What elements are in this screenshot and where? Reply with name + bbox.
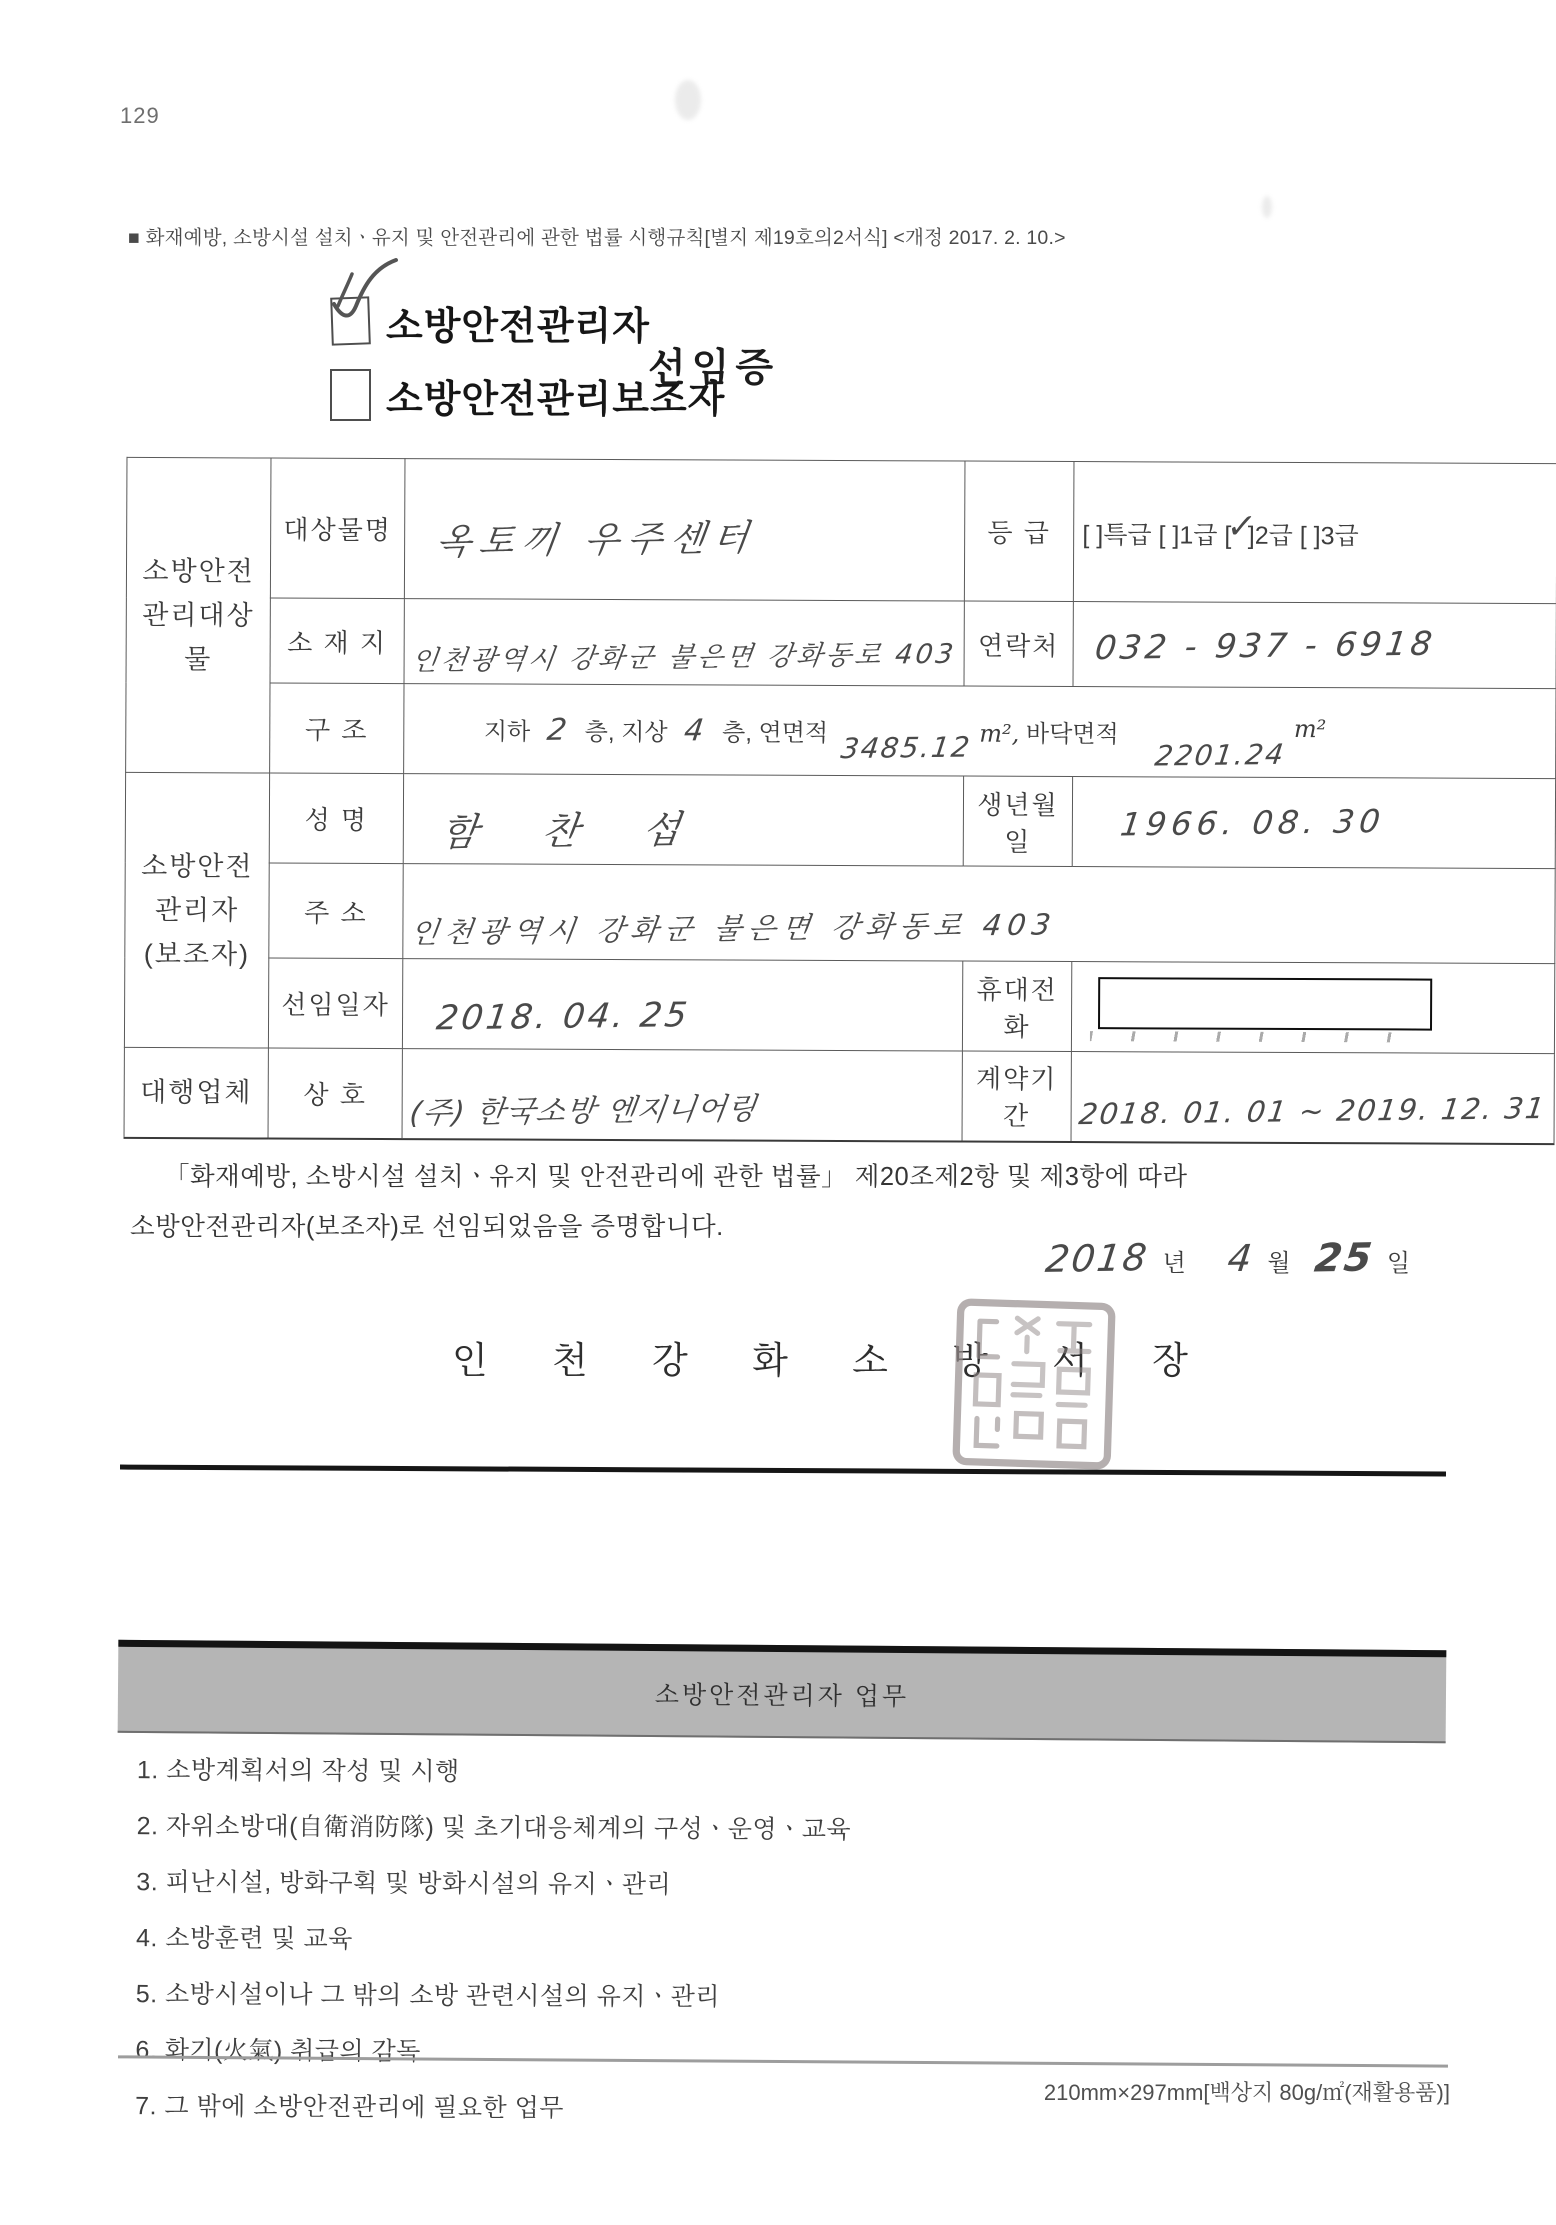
table-row (126, 682, 1556, 778)
issue-year: 2018 (1043, 1236, 1152, 1281)
statement-line-2: 소방안전관리자(보조자)로 선임되었음을 증명합니다. (130, 1213, 724, 1241)
day-suffix: 일 (1386, 1250, 1410, 1277)
manager-address-value: 인천광역시 강화군 불은면 강화동로 403 (402, 864, 1555, 964)
structure-label: 구 조 (270, 683, 404, 774)
duty-item: 6. 화기(火氣) 취급의 감독 (135, 2036, 421, 2066)
form-regulation-notice: ■ 화재예방, 소방시설 설치ㆍ유지 및 안전관리에 관한 법률 시행규칙[별지 제19호의2서식] <개정 2017. 2. 10.> (128, 227, 1066, 249)
table-row (125, 772, 1555, 868)
paper-spec-footnote: 210mm×297mm[백상지 80g/㎡(재활용품)] (1043, 2080, 1450, 2105)
checkbox-fire-safety-assistant (330, 369, 371, 421)
table-row (125, 862, 1555, 963)
appointment-date-label: 선임일자 (269, 958, 403, 1049)
contract-period-label: 계약기간 (962, 1051, 1072, 1141)
agency-group-cell: 대행업체 (124, 1047, 269, 1138)
appointment-date-value: 2018. 04. 25 (402, 959, 962, 1051)
duty-item: 1. 소방계획서의 작성 및 시행 (136, 1756, 460, 1786)
target-address-label: 소 재 지 (270, 598, 404, 684)
scan-smudge (1262, 196, 1272, 218)
duty-item: 7. 그 밖에 소방안전관리에 필요한 업무 (135, 2092, 565, 2123)
duty-item: 2. 자위소방대(自衛消防隊) 및 초기대응체계의 구성ㆍ운영ㆍ교육 (136, 1812, 852, 1844)
contact-value: 032 - 937 - 6918 (1073, 602, 1556, 689)
manager-name-value: 함 찬 섭 (403, 774, 963, 866)
issue-day: 25 (1311, 1235, 1376, 1282)
month-suffix: 월 (1267, 1250, 1291, 1277)
issue-month: 4 (1225, 1236, 1257, 1281)
duties-list (135, 1750, 851, 2146)
manager-name-label: 성 명 (269, 773, 403, 864)
duty-item: 3. 피난시설, 방화구획 및 방화시설의 유지ㆍ관리 (136, 1868, 672, 1899)
contract-period-value: 2018. 01. 01 ~ 2019. 12. 31 (1071, 1052, 1554, 1144)
grade-options: [ ]특급 [ ]1급 [✓]2급 [ ]3급 (1074, 462, 1556, 604)
redaction-box (1098, 977, 1432, 1030)
duty-item: 5. 소방시설이나 그 밖의 소방 관련시설의 유지ㆍ관리 (135, 1980, 721, 2012)
mobile-phone-label: 휴대전화 (962, 961, 1072, 1051)
duty-item: 4. 소방훈련 및 교육 (135, 1924, 353, 1954)
statement-line-1: 「화재예방, 소방시설 설치ㆍ유지 및 안전관리에 관한 법률」 제20조제2항 및 제3항에 따라 (164, 1163, 1188, 1191)
manager-group-cell: 소방안전 관리자 (보조자) (124, 772, 269, 1048)
company-name-label: 상 호 (268, 1048, 402, 1139)
grade-label: 등 급 (964, 461, 1074, 601)
target-address-value: 인천광역시 강화군 불은면 강화동로 403 (404, 599, 964, 686)
fire-safety-manager-label: 소방안전관리자 (386, 306, 650, 348)
grade-check-mark: ✓ (1224, 506, 1259, 547)
duties-header-bar (118, 1640, 1447, 1743)
fire-safety-assistant-label: 소방안전관리보조자 (386, 379, 726, 421)
company-name-value: (주) 한국소방 엔지니어링 (402, 1049, 962, 1141)
scan-smudge (675, 80, 701, 120)
birth-date-label: 생년월일 (963, 776, 1073, 866)
issuer-signature-line: 인 천 강 화 소 방 서 장 (452, 1340, 1215, 1381)
issue-date (1000, 1236, 1410, 1281)
page-number: 129 (120, 103, 160, 128)
table-row (124, 957, 1554, 1053)
appointment-form-table (124, 457, 1556, 1145)
duties-header-title: 소방안전관리자 업무 (654, 1681, 910, 1711)
section-divider-thick-rule (120, 1465, 1446, 1477)
target-group-cell: 소방안전 관리대상물 (126, 457, 272, 773)
table-row (126, 457, 1556, 603)
manager-address-label: 주 소 (269, 863, 403, 959)
handwriting-remnant-strokes (1090, 1031, 1410, 1042)
table-row (124, 1047, 1554, 1143)
certificate-title: 선임증 (648, 347, 780, 390)
contact-label: 연락처 (964, 601, 1074, 686)
target-name-value: 옥토끼 우주센터 (404, 459, 965, 601)
year-suffix: 년 (1162, 1250, 1186, 1277)
table-row (126, 597, 1556, 688)
mobile-phone-value-redacted (1072, 962, 1555, 1054)
official-seal-stamp-icon (947, 1293, 1120, 1474)
birth-date-value: 1966. 08. 30 (1072, 777, 1555, 869)
target-name-label: 대상물명 (271, 458, 405, 599)
structure-value: 지하 2 층, 지상 4 층, 연면적 3485.12 m², 바닥면적 2201.24 m² (403, 684, 1556, 779)
